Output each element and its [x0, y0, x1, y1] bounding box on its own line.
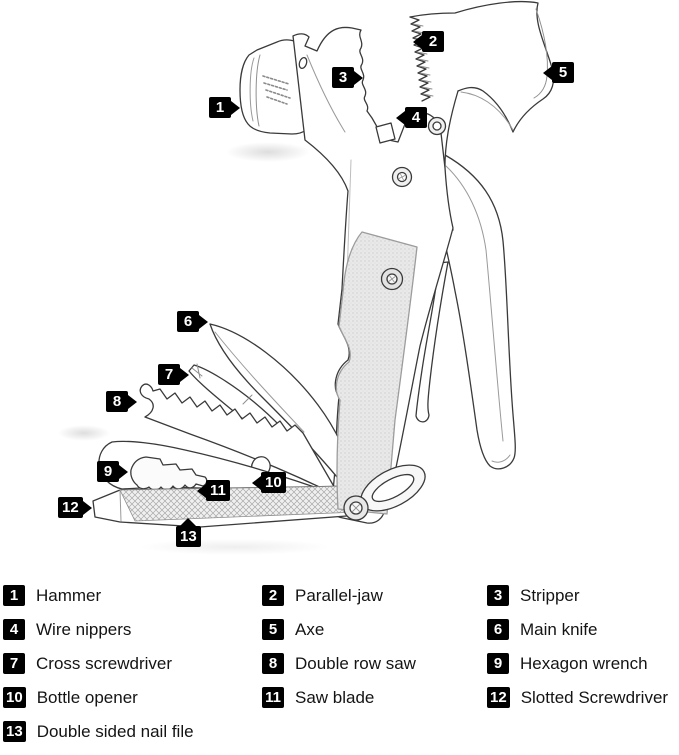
- legend-label-7: Cross screwdriver: [36, 653, 173, 673]
- legend-badge-12: 12: [487, 687, 510, 708]
- legend-item-6: [487, 619, 668, 640]
- legend-column-3: [487, 585, 668, 721]
- legend-badge-1: 1: [3, 585, 25, 606]
- legend-badge-11: 11: [262, 687, 284, 708]
- legend-label-2: Parallel-jaw: [295, 585, 383, 605]
- callout-5: 5: [552, 62, 574, 83]
- legend-label-6: Main knife: [520, 619, 598, 639]
- legend-badge-6: 6: [487, 619, 509, 640]
- legend-item-3: [487, 585, 668, 606]
- legend-label-3: Stripper: [520, 585, 580, 605]
- legend-column-1: [3, 585, 194, 755]
- legend-item-7: [3, 653, 194, 674]
- legend-label-4: Wire nippers: [36, 619, 132, 639]
- callout-13: 13: [176, 526, 201, 547]
- legend-item-5: [262, 619, 416, 640]
- callout-12: 12: [58, 497, 83, 518]
- callout-8: 8: [106, 391, 128, 412]
- legend-badge-8: 8: [262, 653, 284, 674]
- legend-badge-10: 10: [3, 687, 26, 708]
- legend-label-1: Hammer: [36, 585, 102, 605]
- legend-badge-5: 5: [262, 619, 284, 640]
- callout-6: 6: [177, 311, 199, 332]
- legend-label-5: Axe: [295, 619, 325, 639]
- callout-11: 11: [206, 480, 230, 501]
- callout-10: 10: [261, 472, 286, 493]
- callout-1: 1: [209, 97, 231, 118]
- legend-label-11: Saw blade: [295, 687, 375, 707]
- legend-label-8: Double row saw: [295, 653, 416, 673]
- callout-7: 7: [158, 364, 180, 385]
- legend-item-2: [262, 585, 416, 606]
- legend-label-12: Slotted Screwdriver: [520, 687, 669, 707]
- callout-3: 3: [332, 67, 354, 88]
- callout-9: 9: [97, 461, 119, 482]
- callout-4: 4: [405, 107, 427, 128]
- legend-item-12: [487, 687, 668, 708]
- legend-item-10: [3, 687, 194, 708]
- legend-badge-13: 13: [3, 721, 26, 742]
- legend-label-10: Bottle opener: [36, 687, 138, 707]
- legend-item-1: [3, 585, 194, 606]
- callout-2: 2: [422, 31, 444, 52]
- legend-item-13: [3, 721, 194, 742]
- legend-item-4: [3, 619, 194, 640]
- legend-item-8: [262, 653, 416, 674]
- legend-label-13: Double sided nail file: [36, 721, 194, 741]
- legend-item-11: [262, 687, 416, 708]
- legend-label-9: Hexagon wrench: [520, 653, 648, 673]
- legend-column-2: [262, 585, 416, 721]
- legend-badge-9: 9: [487, 653, 509, 674]
- legend-badge-4: 4: [3, 619, 25, 640]
- legend-badge-2: 2: [262, 585, 284, 606]
- legend-badge-3: 3: [487, 585, 509, 606]
- legend-badge-7: 7: [3, 653, 25, 674]
- legend-item-9: [487, 653, 668, 674]
